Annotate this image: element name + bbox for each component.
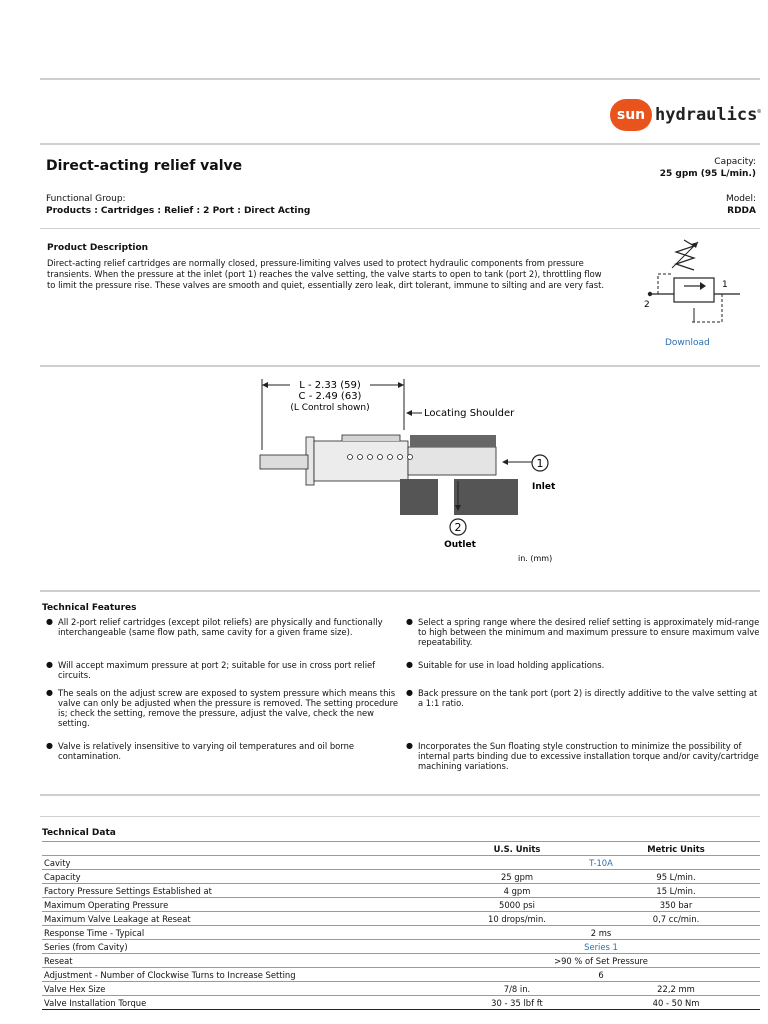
row-us: 30 - 35 lbf ft (442, 996, 592, 1010)
row-name: Valve Hex Size (42, 982, 442, 996)
series-link[interactable]: Series 1 (584, 941, 618, 952)
product-description-heading: Product Description (47, 243, 149, 253)
row-value: 2 ms (442, 926, 760, 940)
feature-item: ● The seals on the adjust screw are exposed to system pressure which means this valve can only be adjusted when the pressure is removed. The setting procedure is; check the setting, remove the pressure, adjust the valve, check the new setting. (44, 688, 404, 741)
row-name: Response Time - Typical (42, 926, 442, 940)
valve-body-symbol (674, 278, 714, 302)
col-metric-units: Metric Units (592, 842, 760, 856)
table-row (42, 982, 760, 996)
cartridge-shoulder-step (342, 435, 400, 441)
table-row (42, 996, 760, 1010)
locating-shoulder-label: Locating Shoulder (424, 408, 515, 419)
table-row (42, 968, 760, 982)
inlet-arrow (502, 459, 508, 465)
features-list-right (404, 617, 764, 781)
row-us: 4 gpm (442, 884, 592, 898)
row-name: Reseat (42, 954, 442, 968)
table-row (42, 884, 760, 898)
port2-node (648, 292, 652, 296)
table-row (42, 926, 760, 940)
dim-c-label: C - 2.49 (63) (298, 391, 362, 402)
row-metric: 40 - 50 Nm (592, 996, 760, 1010)
cavity-link[interactable]: T-10A (589, 857, 613, 868)
capacity-label: Capacity: (714, 157, 756, 167)
port2-number: 2 (454, 521, 462, 534)
table-header-row (42, 842, 760, 856)
header-divider (40, 143, 760, 145)
capacity-value: 25 gpm (95 L/min.) (659, 169, 756, 179)
feature-item: ● Suitable for use in load holding applications. (404, 660, 764, 688)
dim-arrow-right (398, 382, 404, 388)
cartridge-nose (408, 447, 496, 475)
feature-item: ● Back pressure on the tank port (port 2) is directly additive to the valve setting at a 1:1 ratio. (404, 688, 764, 741)
feature-item: ● Valve is relatively insensitive to varying oil temperatures and oil borne contamination. (44, 741, 404, 771)
cavity-wall-right (454, 479, 518, 515)
logo-wordmark: hydraulics (655, 105, 758, 125)
feature-item: ● Will accept maximum pressure at port 2; suitable for use in cross port relief circuits. (44, 660, 404, 688)
row-value: >90 % of Set Pressure (442, 954, 760, 968)
functional-group-breadcrumb: Products : Cartridges : Relief : 2 Port : Direct Acting (46, 206, 311, 216)
col-us-units: U.S. Units (442, 842, 592, 856)
row-us: 7/8 in. (442, 982, 592, 996)
section-divider (40, 228, 760, 229)
row-metric: 350 bar (592, 898, 760, 912)
symbol-port2-label: 2 (644, 300, 650, 310)
row-name: Valve Installation Torque (42, 996, 442, 1010)
row-name: Factory Pressure Settings Established at (42, 884, 442, 898)
cartridge-cross-section-drawing (250, 375, 570, 565)
top-divider (40, 78, 760, 80)
row-value: 6 (442, 968, 760, 982)
sun-hydraulics-logo[interactable] (610, 99, 761, 131)
logo-trademark: ® (757, 108, 761, 116)
row-us: 25 gpm (442, 870, 592, 884)
product-description-text: Direct-acting relief cartridges are normally closed, pressure-limiting valves used to protect hydraulic components from pressure transients. When the pressure at the inlet (port 1) reaches the valve setting, the valve starts to open to tank (port 2), throttling flow to limit the pressure rise. These valves are smooth and quiet, essentially zero leak, dirt tolerant, immune to silting and are very fast. (47, 258, 605, 290)
feature-item: ● Incorporates the Sun floating style construction to minimize the possibility of internal parts binding due to excessive installation torque and/or cavity/cartridge machining variations. (404, 741, 764, 781)
row-us: 5000 psi (442, 898, 592, 912)
technical-features-heading: Technical Features (42, 603, 137, 613)
cavity-wall-lower (400, 479, 438, 515)
row-metric: 22,2 mm (592, 982, 760, 996)
row-metric: 15 L/min. (592, 884, 760, 898)
product-title: Direct-acting relief valve (46, 158, 243, 174)
adjust-screw (260, 455, 308, 469)
row-name: Maximum Valve Leakage at Reseat (42, 912, 442, 926)
shoulder-arrow (406, 410, 412, 416)
features-list-left (44, 617, 404, 771)
dim-arrow-left (262, 382, 268, 388)
data-top-divider (40, 816, 760, 817)
table-row (42, 912, 760, 926)
row-us: 10 drops/min. (442, 912, 592, 926)
technical-data-table (42, 841, 760, 1010)
cavity-wall-upper (410, 435, 496, 447)
technical-data-heading: Technical Data (42, 828, 116, 838)
functional-group-label: Functional Group: (46, 194, 126, 204)
dim-note-label: (L Control shown) (290, 403, 370, 413)
logo-sun-badge: sun (610, 99, 652, 131)
row-name: Cavity (42, 856, 442, 870)
row-name: Series (from Cavity) (42, 940, 442, 954)
table-row (42, 940, 760, 954)
feature-item: ● All 2-port relief cartridges (except pilot reliefs) are physically and functionally interchangeable (same flow path, same cavity for a given frame size). (44, 617, 404, 660)
dim-l-label: L - 2.33 (59) (299, 380, 361, 391)
row-metric: 95 L/min. (592, 870, 760, 884)
symbol-port1-label: 1 (722, 280, 728, 290)
inlet-label: Inlet (532, 482, 556, 492)
model-label: Model: (725, 194, 756, 204)
table-row (42, 954, 760, 968)
table-row (42, 856, 760, 870)
features-bottom-divider (40, 794, 760, 796)
units-label: in. (mm) (518, 554, 553, 563)
cartridge-body (314, 441, 408, 481)
hydraulic-symbol-icon[interactable] (636, 238, 746, 328)
download-link[interactable]: Download (665, 338, 710, 348)
feature-item: ● Select a spring range where the desired relief setting is approximately mid-range to high between the minimum and maximum pressure to ensure maximum valve repeatability. (404, 617, 764, 660)
table-row (42, 898, 760, 912)
outlet-label: Outlet (444, 540, 476, 550)
row-name: Maximum Operating Pressure (42, 898, 442, 912)
table-row (42, 870, 760, 884)
row-metric: 0,7 cc/min. (592, 912, 760, 926)
port1-number: 1 (536, 457, 544, 470)
row-name: Capacity (42, 870, 442, 884)
model-value: RDDA (727, 206, 756, 216)
drawing-top-divider (40, 365, 760, 367)
row-name: Adjustment - Number of Clockwise Turns to Increase Setting (42, 968, 442, 982)
features-top-divider (40, 590, 760, 592)
